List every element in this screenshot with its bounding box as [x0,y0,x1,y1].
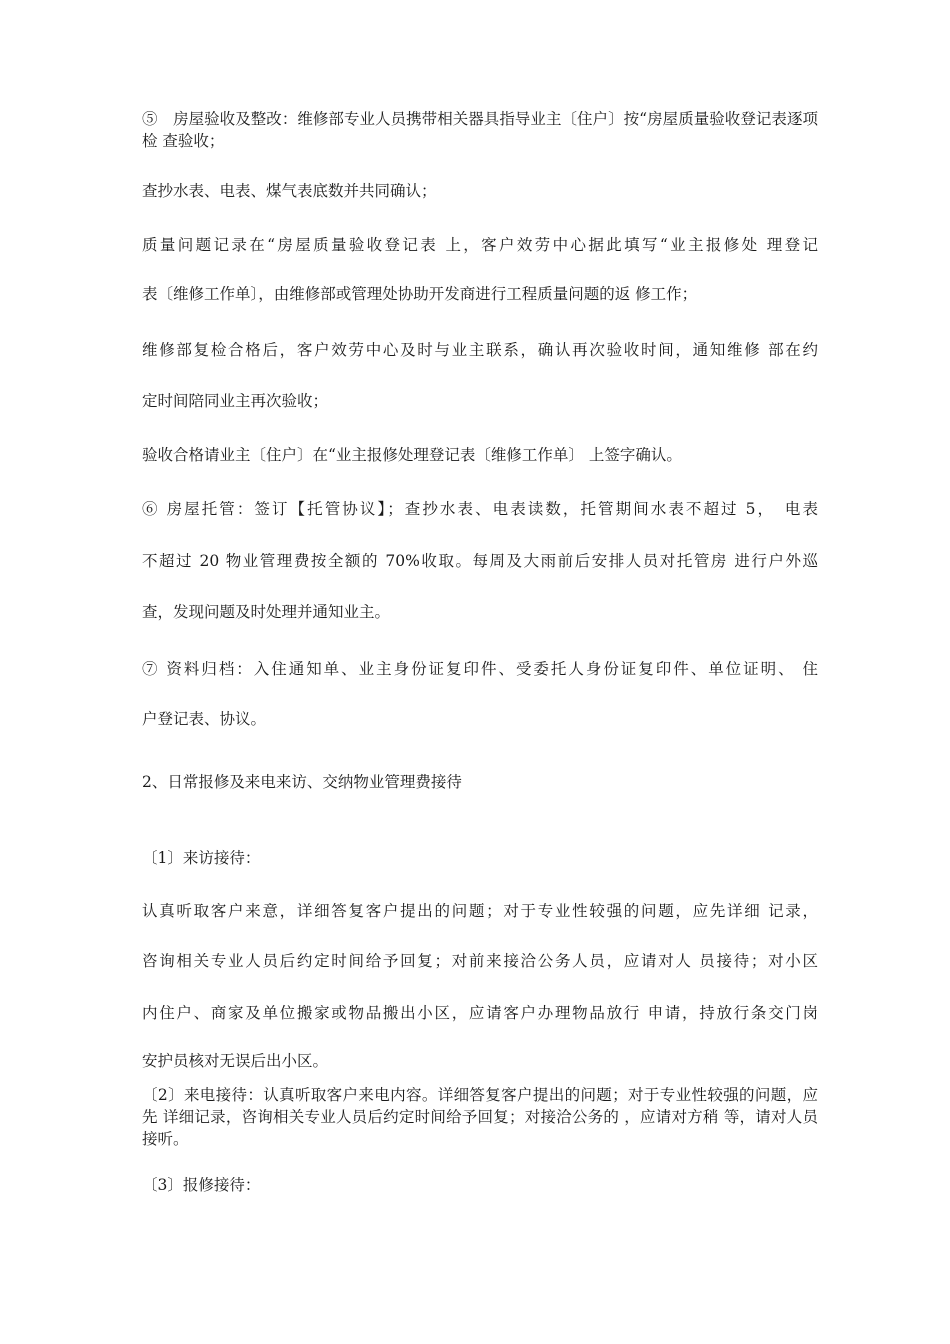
paragraph-quality-record-line2: 表〔维修工作单〕，由维修部或管理处协助开发商进行工程质量问题的返 修工作； [142,285,698,303]
paragraph-visit-line3: 内住户、商家及单位搬家或物品搬出小区，应请客户办理物品放行 申请，持放行条交门岗 [142,1004,818,1022]
paragraph-meter-reading: 查抄水表、电表、煤气表底数并共同确认； [142,182,437,200]
paragraph-house-custody-line3: 查，发现问题及时处理并通知业主。 [142,603,391,621]
paragraph-house-inspection: ⑤ 房屋验收及整改：维修部专业人员携带相关器具指导业主〔住户〕按“房屋质量验收登记表逐项检 查验收； [142,110,818,150]
paragraph-visit-line2: 咨询相关专业人员后约定时间给予回复；对前来接洽公务人员，应请对人 员接待；对小区 [142,952,818,970]
paragraph-house-custody-line1: ⑥ 房屋托管：签订【托管协议】；查抄水表、电表读数，托管期间水表不超过 5， 电表 [142,500,818,518]
paragraph-recheck-line2: 定时间陪同业主再次验收； [142,392,329,410]
paragraph-quality-record-line1: 质量问题记录在“房屋质量验收登记表 上，客户效劳中心据此填写“业主报修处 理登记 [142,236,818,254]
subheading-visit-reception: 〔1〕来访接待： [142,849,261,867]
section-heading-daily-reception: 2、日常报修及来电来访、交纳物业管理费接待 [142,773,462,791]
paragraph-house-custody-line2: 不超过 20 物业管理费按全额的 70%收取。每周及大雨前后安排人员对托管房 进行户外巡 [142,552,818,570]
paragraph-recheck-line1: 维修部复检合格后，客户效劳中心及时与业主联系，确认再次验收时间，通知维修 部在约 [142,341,818,359]
paragraph-archiving-line2: 户登记表、协议。 [142,710,267,728]
paragraph-visit-line4: 安护员核对无误后出小区。 [142,1052,329,1070]
paragraph-archiving-line1: ⑦ 资料归档：入住通知单、业主身份证复印件、受委托人身份证复印件、单位证明、 住 [142,660,818,678]
paragraph-phone-reception: 〔2〕来电接待：认真听取客户来电内容。详细答复客户提出的问题；对于专业性较强的问题，应先 详细记录，咨询相关专业人员后约定时间给予回复；对接洽公务的 ，应请对方稍 等，请对人员接听。 [142,1086,818,1148]
paragraph-acceptance-sign: 验收合格请业主〔住户〕在“业主报修处理登记表〔维修工作单〕 上签字确认。 [142,446,682,464]
subheading-repair-reception: 〔3〕报修接待： [142,1176,261,1194]
paragraph-visit-line1: 认真听取客户来意，详细答复客户提出的问题；对于专业性较强的问题，应先详细 记录， [142,902,818,920]
